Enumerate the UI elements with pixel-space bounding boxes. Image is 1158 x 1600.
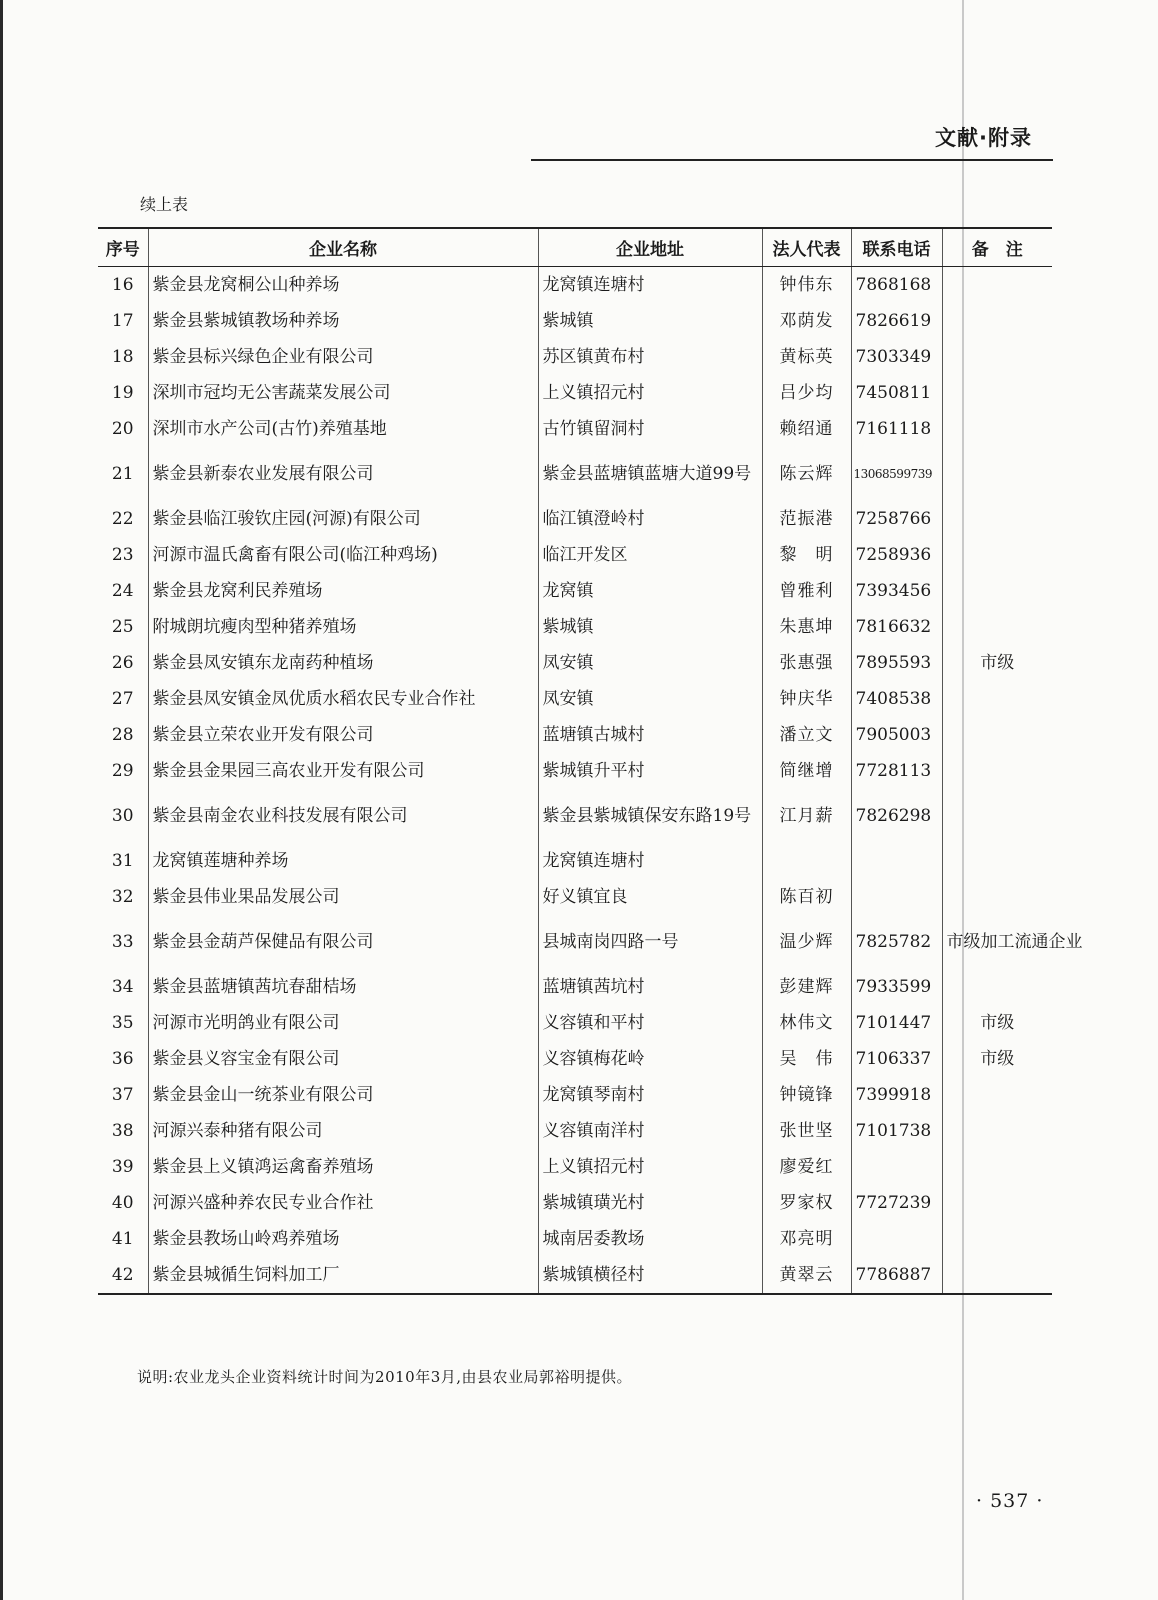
cell-representative: 江月薪 xyxy=(762,789,851,843)
cell-note xyxy=(942,843,1052,879)
cell-seq: 21 xyxy=(98,447,148,501)
cell-address: 龙窝镇琴南村 xyxy=(538,1077,762,1113)
table-row xyxy=(98,537,1052,573)
cell-representative: 范振港 xyxy=(762,501,851,537)
cell-representative: 陈百初 xyxy=(762,879,851,915)
table-row xyxy=(98,1113,1052,1149)
cell-seq: 22 xyxy=(98,501,148,537)
header-rule xyxy=(531,159,1053,161)
cell-seq: 24 xyxy=(98,573,148,609)
cell-representative: 黄翠云 xyxy=(762,1257,851,1294)
cell-representative: 邓亮明 xyxy=(762,1221,851,1257)
cell-note xyxy=(942,969,1052,1005)
cell-company-name: 深圳市水产公司(古竹)养殖基地 xyxy=(148,411,538,447)
enterprise-table xyxy=(98,227,1083,1295)
cell-phone: 7101447 xyxy=(851,1005,942,1041)
cell-seq: 41 xyxy=(98,1221,148,1257)
cell-address: 龙窝镇 xyxy=(538,573,762,609)
table-row xyxy=(98,879,1052,915)
table-row xyxy=(98,609,1052,645)
cell-note xyxy=(942,411,1052,447)
cell-seq: 34 xyxy=(98,969,148,1005)
table-row xyxy=(98,753,1052,789)
cell-address: 苏区镇黄布村 xyxy=(538,339,762,375)
table-row xyxy=(98,843,1052,879)
cell-address: 县城南岗四路一号 xyxy=(538,915,762,969)
cell-phone: 7408538 xyxy=(851,681,942,717)
cell-representative: 邓荫发 xyxy=(762,303,851,339)
cell-address: 紫城镇璜光村 xyxy=(538,1185,762,1221)
cell-phone: 7825782 xyxy=(851,915,942,969)
cell-company-name: 紫金县临江骏钦庄园(河源)有限公司 xyxy=(148,501,538,537)
cell-address: 紫城镇横径村 xyxy=(538,1257,762,1294)
cell-company-name: 紫金县城循生饲料加工厂 xyxy=(148,1257,538,1294)
cell-seq: 35 xyxy=(98,1005,148,1041)
cell-company-name: 紫金县金山一统茶业有限公司 xyxy=(148,1077,538,1113)
cell-representative: 曾雅利 xyxy=(762,573,851,609)
cell-seq: 27 xyxy=(98,681,148,717)
cell-phone: 7258936 xyxy=(851,537,942,573)
cell-company-name: 紫金县凤安镇东龙南药种植场 xyxy=(148,645,538,681)
cell-address: 古竹镇留洞村 xyxy=(538,411,762,447)
table-row xyxy=(98,681,1052,717)
cell-phone: 7101738 xyxy=(851,1113,942,1149)
cell-seq: 32 xyxy=(98,879,148,915)
cell-note xyxy=(942,267,1052,304)
cell-note xyxy=(942,1185,1052,1221)
cell-note xyxy=(942,879,1052,915)
table-row xyxy=(98,789,1052,843)
cell-phone: 7728113 xyxy=(851,753,942,789)
cell-phone: 7303349 xyxy=(851,339,942,375)
cell-address: 蓝塘镇茜坑村 xyxy=(538,969,762,1005)
cell-address: 蓝塘镇古城村 xyxy=(538,717,762,753)
cell-note: 市级加工流通企业 xyxy=(946,932,1083,952)
table-row xyxy=(98,645,1052,681)
cell-note xyxy=(942,1149,1052,1185)
table-header-row xyxy=(98,228,1052,267)
cell-representative: 朱惠坤 xyxy=(762,609,851,645)
scan-edge xyxy=(0,0,3,1600)
cell-note xyxy=(942,717,1052,753)
table-row xyxy=(98,501,1052,537)
cell-seq: 42 xyxy=(98,1257,148,1294)
cell-phone: 7933599 xyxy=(851,969,942,1005)
cell-seq: 31 xyxy=(98,843,148,879)
cell-representative: 赖绍通 xyxy=(762,411,851,447)
cell-company-name: 紫金县金果园三高农业开发有限公司 xyxy=(148,753,538,789)
section-title: 文献·附录 xyxy=(935,126,1032,150)
cell-address: 上义镇招元村 xyxy=(538,1149,762,1185)
cell-note xyxy=(942,1257,1052,1294)
table-row xyxy=(98,1185,1052,1221)
cell-representative: 钟伟东 xyxy=(762,267,851,304)
table-row xyxy=(98,1221,1052,1257)
cell-note xyxy=(942,1221,1052,1257)
cell-note xyxy=(942,303,1052,339)
table-row xyxy=(98,375,1052,411)
table-body xyxy=(98,267,1083,1295)
cell-note: 市级 xyxy=(980,653,1015,673)
cell-phone: 7868168 xyxy=(851,267,942,304)
table-row xyxy=(98,969,1052,1005)
cell-phone: 7727239 xyxy=(851,1185,942,1221)
cell-representative: 罗家权 xyxy=(762,1185,851,1221)
column-header-phone: 联系电话 xyxy=(851,228,942,267)
cell-address: 义容镇和平村 xyxy=(538,1005,762,1041)
cell-address: 上义镇招元村 xyxy=(538,375,762,411)
cell-phone: 7399918 xyxy=(851,1077,942,1113)
table-row xyxy=(98,1041,1052,1077)
cell-note xyxy=(942,1077,1052,1113)
cell-seq: 26 xyxy=(98,645,148,681)
cell-representative: 温少辉 xyxy=(762,915,851,969)
cell-address: 临江开发区 xyxy=(538,537,762,573)
cell-seq: 33 xyxy=(98,915,148,969)
cell-note xyxy=(942,375,1052,411)
cell-phone: 7786887 xyxy=(851,1257,942,1294)
table-row xyxy=(98,915,1052,969)
cell-phone: 7816632 xyxy=(851,609,942,645)
cell-address: 紫金县紫城镇保安东路19号 xyxy=(538,789,762,843)
cell-company-name: 紫金县标兴绿色企业有限公司 xyxy=(148,339,538,375)
cell-representative: 简继增 xyxy=(762,753,851,789)
table-row xyxy=(98,717,1052,753)
table-row xyxy=(98,1149,1052,1185)
cell-representative xyxy=(762,843,851,879)
cell-note xyxy=(942,753,1052,789)
cell-company-name: 河源市温氏禽畜有限公司(临江种鸡场) xyxy=(148,537,538,573)
cell-note xyxy=(942,573,1052,609)
table-row xyxy=(98,573,1052,609)
table-row xyxy=(98,267,1052,304)
cell-note xyxy=(942,789,1052,843)
table-row xyxy=(98,339,1052,375)
table-row xyxy=(98,1257,1052,1294)
cell-seq: 38 xyxy=(98,1113,148,1149)
cell-address: 好义镇宜良 xyxy=(538,879,762,915)
cell-address: 义容镇南洋村 xyxy=(538,1113,762,1149)
cell-note xyxy=(942,501,1052,537)
cell-address: 凤安镇 xyxy=(538,681,762,717)
cell-phone: 7393456 xyxy=(851,573,942,609)
cell-seq: 40 xyxy=(98,1185,148,1221)
table-row xyxy=(98,1005,1052,1041)
cell-company-name: 河源市光明鸽业有限公司 xyxy=(148,1005,538,1041)
cell-company-name: 紫金县蓝塘镇茜坑春甜桔场 xyxy=(148,969,538,1005)
cell-representative: 钟庆华 xyxy=(762,681,851,717)
cell-address: 凤安镇 xyxy=(538,645,762,681)
cell-seq: 18 xyxy=(98,339,148,375)
cell-representative: 陈云辉 xyxy=(762,447,851,501)
cell-representative: 廖爱红 xyxy=(762,1149,851,1185)
cell-phone: 7905003 xyxy=(851,717,942,753)
cell-phone: 7258766 xyxy=(851,501,942,537)
cell-address: 紫城镇 xyxy=(538,609,762,645)
column-header-note: 备 注 xyxy=(942,228,1052,267)
cell-representative: 吴 伟 xyxy=(762,1041,851,1077)
cell-company-name: 紫金县教场山岭鸡养殖场 xyxy=(148,1221,538,1257)
cell-phone: 7450811 xyxy=(851,375,942,411)
cell-address: 临江镇澄岭村 xyxy=(538,501,762,537)
cell-phone: 7895593 xyxy=(851,645,942,681)
cell-phone: 7826619 xyxy=(851,303,942,339)
cell-phone: 7826298 xyxy=(851,789,942,843)
cell-representative: 张世坚 xyxy=(762,1113,851,1149)
cell-seq: 30 xyxy=(98,789,148,843)
column-header-address: 企业地址 xyxy=(538,228,762,267)
cell-company-name: 紫金县紫城镇教场种养场 xyxy=(148,303,538,339)
cell-seq: 28 xyxy=(98,717,148,753)
cell-phone xyxy=(851,879,942,915)
cell-representative: 吕少均 xyxy=(762,375,851,411)
cell-seq: 39 xyxy=(98,1149,148,1185)
cell-representative: 黎 明 xyxy=(762,537,851,573)
cell-seq: 19 xyxy=(98,375,148,411)
cell-representative: 张惠强 xyxy=(762,645,851,681)
cell-company-name: 深圳市冠均无公害蔬菜发展公司 xyxy=(148,375,538,411)
cell-seq: 16 xyxy=(98,267,148,304)
table-row xyxy=(98,1077,1052,1113)
cell-company-name: 紫金县立荣农业开发有限公司 xyxy=(148,717,538,753)
cell-seq: 29 xyxy=(98,753,148,789)
cell-representative: 林伟文 xyxy=(762,1005,851,1041)
cell-representative: 彭建辉 xyxy=(762,969,851,1005)
cell-company-name: 紫金县南金农业科技发展有限公司 xyxy=(148,789,538,843)
cell-company-name: 紫金县金葫芦保健品有限公司 xyxy=(148,915,538,969)
cell-phone: 13068599739 xyxy=(851,447,942,501)
cell-seq: 23 xyxy=(98,537,148,573)
cell-address: 龙窝镇连塘村 xyxy=(538,843,762,879)
cell-phone xyxy=(851,843,942,879)
cell-representative: 钟镜锋 xyxy=(762,1077,851,1113)
cell-note: 市级 xyxy=(980,1013,1015,1033)
cell-seq: 20 xyxy=(98,411,148,447)
cell-representative: 潘立文 xyxy=(762,717,851,753)
cell-note xyxy=(942,681,1052,717)
cell-phone xyxy=(851,1149,942,1185)
table-row xyxy=(98,411,1052,447)
table-row xyxy=(98,447,1052,501)
cell-note xyxy=(942,1113,1052,1149)
cell-phone: 7106337 xyxy=(851,1041,942,1077)
cell-seq: 17 xyxy=(98,303,148,339)
cell-seq: 25 xyxy=(98,609,148,645)
cell-company-name: 紫金县义容宝金有限公司 xyxy=(148,1041,538,1077)
cell-address: 龙窝镇连塘村 xyxy=(538,267,762,304)
table-row xyxy=(98,303,1052,339)
cell-address: 紫城镇升平村 xyxy=(538,753,762,789)
cell-company-name: 紫金县龙窝桐公山种养场 xyxy=(148,267,538,304)
cell-note xyxy=(942,537,1052,573)
cell-company-name: 紫金县上义镇鸿运禽畜养殖场 xyxy=(148,1149,538,1185)
cell-company-name: 紫金县新泰农业发展有限公司 xyxy=(148,447,538,501)
cell-company-name: 附城朗坑瘦肉型种猪养殖场 xyxy=(148,609,538,645)
cell-note: 市级 xyxy=(980,1049,1015,1069)
cell-company-name: 河源兴泰种猪有限公司 xyxy=(148,1113,538,1149)
column-header-representative: 法人代表 xyxy=(762,228,851,267)
cell-address: 紫金县蓝塘镇蓝塘大道99号 xyxy=(538,447,762,501)
cell-company-name: 紫金县凤安镇金凤优质水稻农民专业合作社 xyxy=(148,681,538,717)
cell-company-name: 紫金县伟业果品发展公司 xyxy=(148,879,538,915)
cell-seq: 37 xyxy=(98,1077,148,1113)
cell-seq: 36 xyxy=(98,1041,148,1077)
cell-address: 义容镇梅花岭 xyxy=(538,1041,762,1077)
cell-address: 紫城镇 xyxy=(538,303,762,339)
column-header-seq: 序号 xyxy=(98,228,148,267)
cell-note xyxy=(942,447,1052,501)
cell-representative: 黄标英 xyxy=(762,339,851,375)
footnote: 说明:农业龙头企业资料统计时间为2010年3月,由县农业局郭裕明提供。 xyxy=(137,1368,633,1386)
column-header-name: 企业名称 xyxy=(148,228,538,267)
cell-note xyxy=(942,339,1052,375)
cell-company-name: 龙窝镇莲塘种养场 xyxy=(148,843,538,879)
continued-label: 续上表 xyxy=(140,195,189,214)
page-number: · 537 · xyxy=(976,1490,1044,1512)
cell-phone xyxy=(851,1221,942,1257)
cell-company-name: 紫金县龙窝利民养殖场 xyxy=(148,573,538,609)
cell-address: 城南居委教场 xyxy=(538,1221,762,1257)
cell-company-name: 河源兴盛种养农民专业合作社 xyxy=(148,1185,538,1221)
cell-note xyxy=(942,609,1052,645)
cell-phone: 7161118 xyxy=(851,411,942,447)
